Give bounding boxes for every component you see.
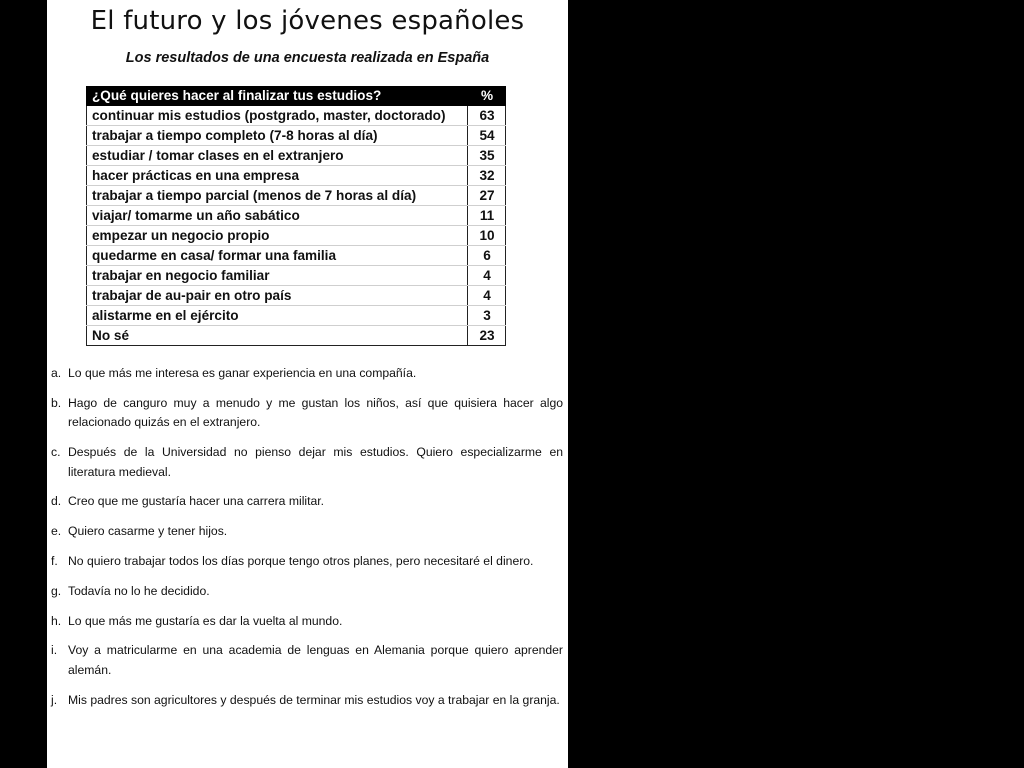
list-item — [51, 443, 563, 482]
percent-cell: 35 — [468, 146, 506, 166]
option-text: Lo que más me gustaría es dar la vuelta al mundo. — [68, 613, 343, 628]
answer-cell: trabajar de au-pair en otro país — [87, 286, 468, 306]
answer-cell: estudiar / tomar clases en el extranjero — [87, 146, 468, 166]
answer-cell: No sé — [87, 326, 468, 346]
option-letter: a. — [51, 366, 62, 380]
option-letter: j. — [51, 692, 58, 707]
document-subtitle: Los resultados de una encuesta realizada en España — [125, 50, 490, 66]
table-row — [87, 166, 506, 186]
percent-cell: 4 — [468, 266, 506, 286]
percent-header: % — [468, 86, 506, 106]
table-row — [87, 126, 506, 146]
list-item — [51, 364, 563, 384]
option-letter: c. — [51, 445, 61, 460]
option-letter: i. — [51, 643, 58, 658]
percent-cell: 32 — [468, 166, 506, 186]
option-letter: d. — [51, 494, 62, 509]
answer-cell: empezar un negocio propio — [87, 226, 468, 246]
answer-cell: hacer prácticas en una empresa — [87, 166, 468, 186]
percent-cell: 6 — [468, 246, 506, 266]
option-text: Después de la Universidad no pienso dejar mis estudios. Quiero especializarme en literatura medieval. — [68, 445, 563, 479]
question-header: ¿Qué quieres hacer al finalizar tus estudios? — [87, 86, 468, 106]
percent-cell: 4 — [468, 286, 506, 306]
percent-cell: 54 — [468, 126, 506, 146]
table-row — [87, 186, 506, 206]
answer-cell: quedarme en casa/ formar una familia — [87, 246, 468, 266]
table-row — [87, 246, 506, 266]
survey-table — [86, 86, 506, 346]
option-letter: f. — [51, 553, 58, 568]
list-item — [51, 582, 563, 602]
option-text: Lo que más me interesa es ganar experiencia en una compañía. — [68, 366, 417, 380]
percent-cell: 10 — [468, 226, 506, 246]
table-row — [87, 106, 506, 126]
option-text: No quiero trabajar todos los días porque tengo otros planes, pero necesitaré el dinero. — [68, 553, 534, 568]
percent-cell: 63 — [468, 106, 506, 126]
table-row — [87, 146, 506, 166]
list-item — [51, 492, 563, 512]
answer-cell: trabajar a tiempo parcial (menos de 7 horas al día) — [87, 186, 468, 206]
option-letter: e. — [51, 524, 62, 539]
answer-cell: trabajar en negocio familiar — [87, 266, 468, 286]
options-list — [51, 364, 563, 720]
document-title: El futuro y los jóvenes españoles — [90, 6, 525, 36]
list-item — [51, 612, 563, 632]
answer-cell: trabajar a tiempo completo (7-8 horas al día) — [87, 126, 468, 146]
answer-cell: viajar/ tomarme un año sabático — [87, 206, 468, 226]
option-text: Hago de canguro muy a menudo y me gustan los niños, así que quisiera hacer algo relacionado quizás en el extranjero. — [68, 395, 563, 430]
percent-cell: 27 — [468, 186, 506, 206]
option-letter: g. — [51, 583, 62, 598]
table-row — [87, 266, 506, 286]
table-row — [87, 226, 506, 246]
option-text: Quiero casarme y tener hijos. — [68, 524, 228, 539]
table-row — [87, 286, 506, 306]
option-text: Mis padres son agricultores y después de terminar mis estudios voy a trabajar en la granja. — [68, 692, 560, 707]
table-header-row — [87, 86, 506, 106]
percent-cell: 3 — [468, 306, 506, 326]
table-row — [87, 306, 506, 326]
table-row — [87, 326, 506, 346]
option-letter: h. — [51, 613, 62, 628]
option-text: Todavía no lo he decidido. — [68, 583, 210, 598]
answer-cell: alistarme en el ejército — [87, 306, 468, 326]
option-text: Voy a matricularme en una academia de lenguas en Alemania porque quiero aprender alemán. — [68, 643, 563, 677]
document-page — [47, 0, 568, 768]
list-item — [51, 394, 563, 433]
table-row — [87, 206, 506, 226]
list-item — [51, 552, 563, 572]
percent-cell: 23 — [468, 326, 506, 346]
list-item — [51, 522, 563, 542]
list-item — [51, 691, 563, 711]
percent-cell: 11 — [468, 206, 506, 226]
survey-table-body — [87, 106, 506, 346]
list-item — [51, 641, 563, 680]
answer-cell: continuar mis estudios (postgrado, master, doctorado) — [87, 106, 468, 126]
option-text: Creo que me gustaría hacer una carrera militar. — [68, 494, 325, 509]
option-letter: b. — [51, 395, 62, 410]
